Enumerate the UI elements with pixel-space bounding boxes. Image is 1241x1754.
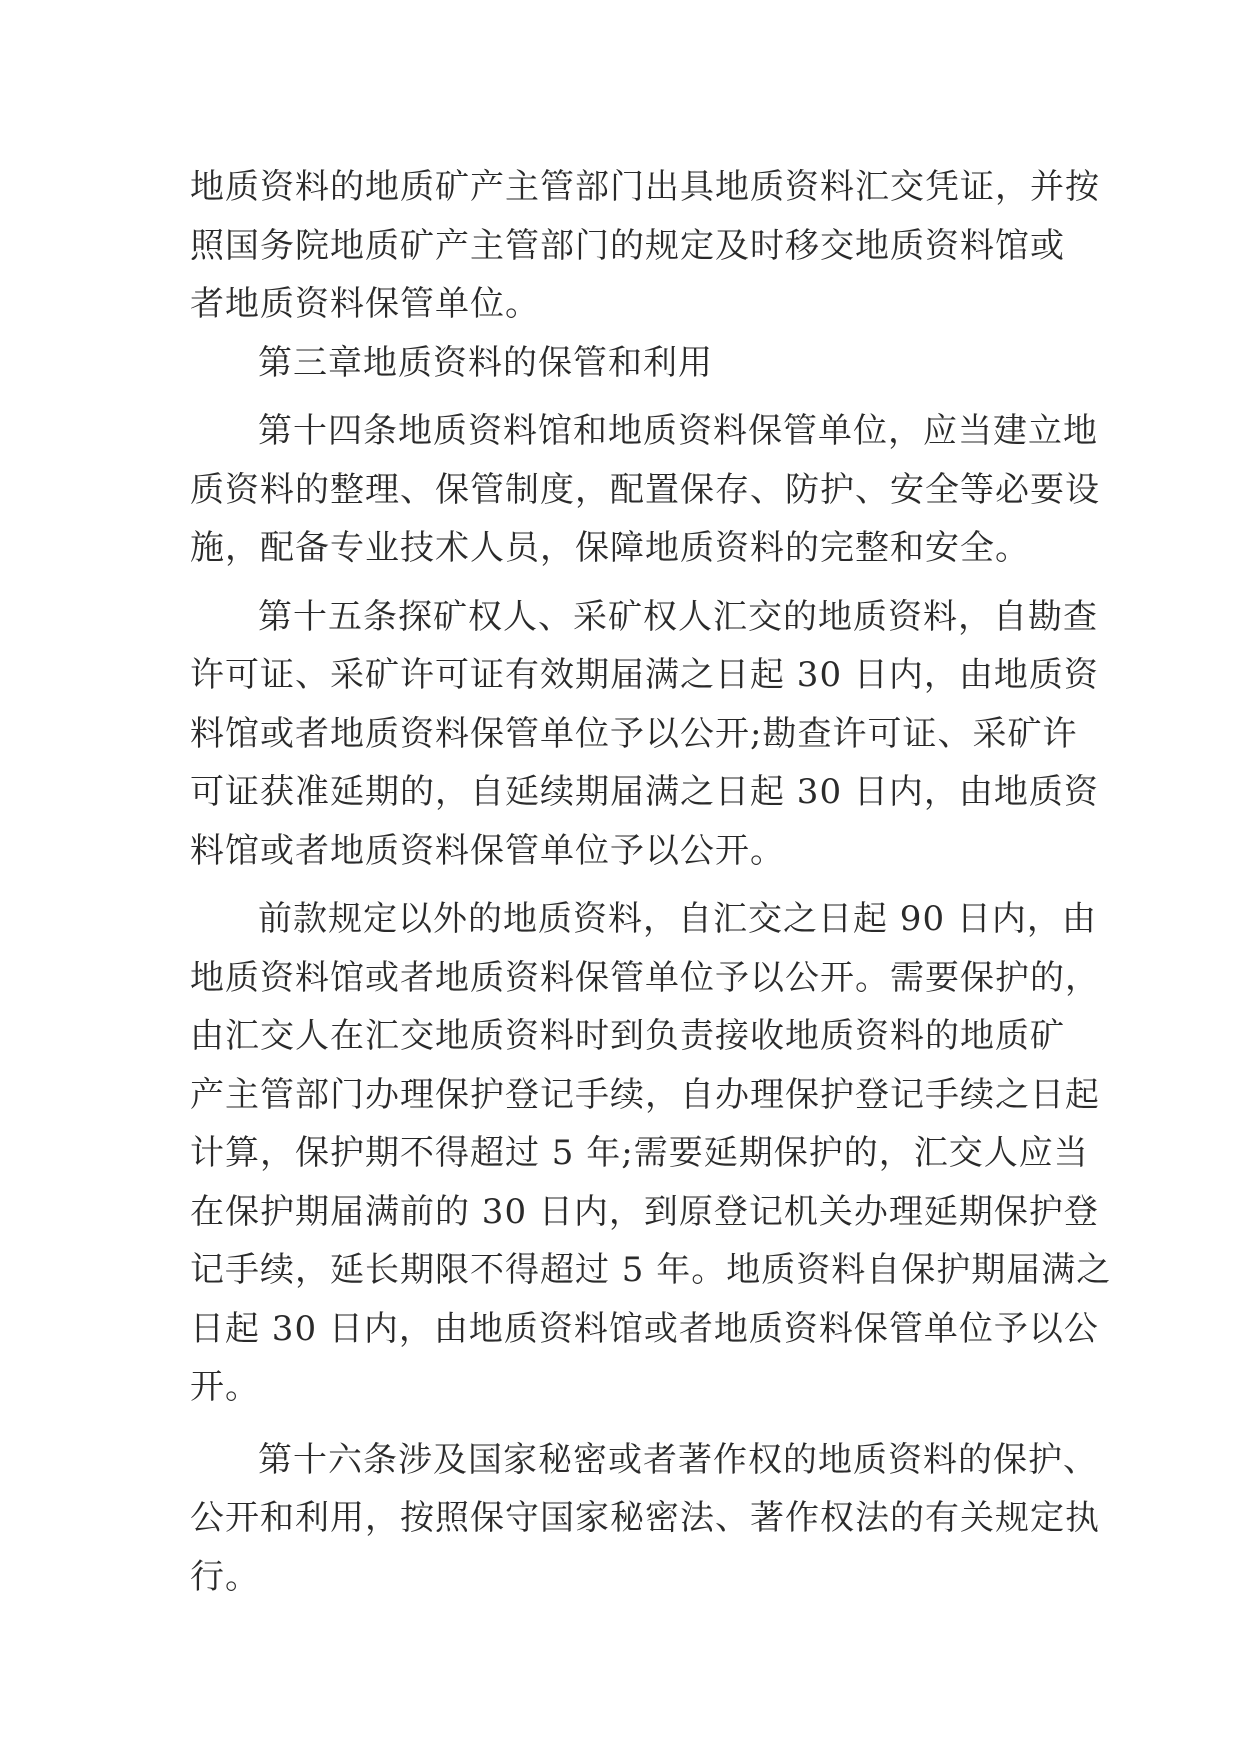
- text-line: 第十六条涉及国家秘密或者著作权的地质资料的保护、: [258, 1439, 1098, 1480]
- text-line: 行。: [190, 1556, 260, 1597]
- text-line: 质资料的整理、保管制度，配置保存、防护、安全等必要设: [190, 469, 1100, 510]
- text-line: 地质资料馆或者地质资料保管单位予以公开。需要保护的，: [190, 957, 1100, 998]
- text-line: 日起 30 日内，由地质资料馆或者地质资料保管单位予以公: [190, 1308, 1099, 1349]
- text-line: 在保护期届满前的 30 日内，到原登记机关办理延期保护登: [190, 1191, 1099, 1232]
- text-line: 料馆或者地质资料保管单位予以公开;勘查许可证、采矿许: [190, 713, 1078, 754]
- text-line: 者地质资料保管单位。: [190, 284, 540, 324]
- text-line: 料馆或者地质资料保管单位予以公开。: [190, 830, 785, 871]
- text-line: 第十四条地质资料馆和地质资料保管单位，应当建立地: [258, 411, 1098, 451]
- text-line: 第十五条探矿权人、采矿权人汇交的地质资料，自勘查: [258, 596, 1098, 637]
- text-line: 施，配备专业技术人员，保障地质资料的完整和安全。: [190, 528, 1030, 568]
- chapter-heading: 第三章地质资料的保管和利用: [258, 342, 713, 383]
- text-line: 由汇交人在汇交地质资料时到负责接收地质资料的地质矿: [190, 1016, 1065, 1056]
- text-line: 开。: [190, 1367, 260, 1407]
- text-line: 计算，保护期不得超过 5 年;需要延期保护的，汇交人应当: [190, 1133, 1089, 1173]
- text-line: 可证获准延期的，自延续期届满之日起 30 日内，由地质资: [190, 772, 1099, 812]
- text-line: 记手续，延长期限不得超过 5 年。地质资料自保护期届满之: [190, 1250, 1112, 1290]
- text-line: 照国务院地质矿产主管部门的规定及时移交地质资料馆或: [190, 225, 1065, 266]
- text-line: 公开和利用，按照保守国家秘密法、著作权法的有关规定执: [190, 1498, 1100, 1538]
- text-line: 产主管部门办理保护登记手续，自办理保护登记手续之日起: [190, 1074, 1100, 1115]
- text-line: 许可证、采矿许可证有效期届满之日起 30 日内，由地质资: [190, 655, 1099, 695]
- document-body: [190, 158, 1112, 1606]
- text-line: 前款规定以外的地质资料，自汇交之日起 90 日内，由: [258, 899, 1097, 939]
- text-line: 地质资料的地质矿产主管部门出具地质资料汇交凭证，并按: [190, 167, 1100, 207]
